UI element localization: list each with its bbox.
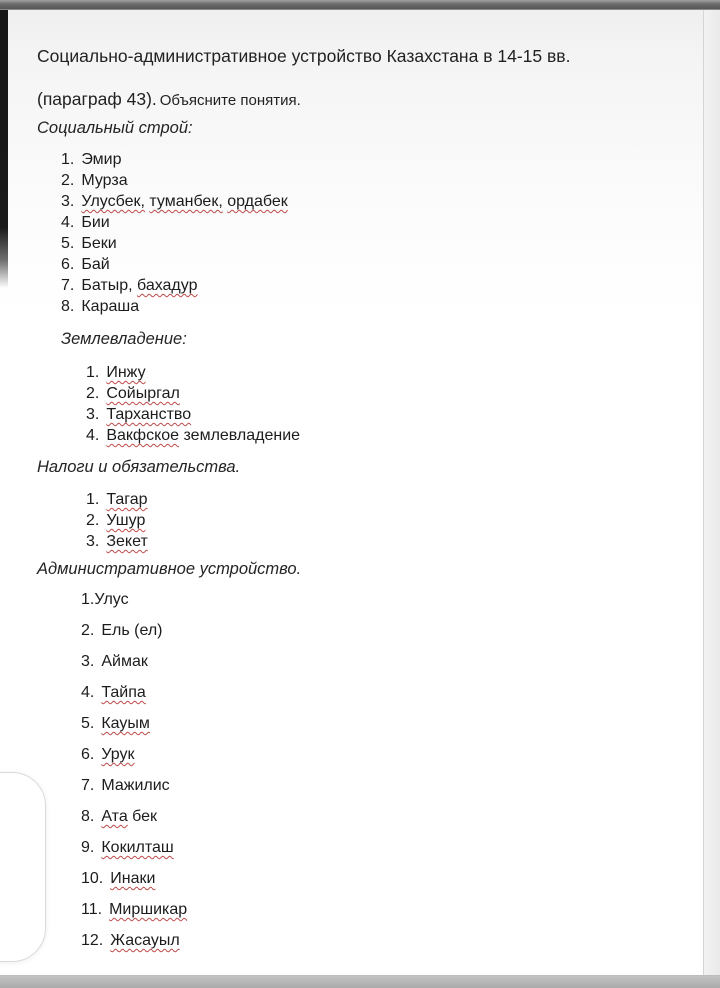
list-item-number: 1.	[86, 364, 100, 381]
text-run: Ель (ел)	[101, 622, 163, 639]
list-item-number: 4.	[61, 214, 75, 231]
list-item	[86, 531, 696, 552]
list-item-text	[110, 932, 179, 949]
section-heading: Социальный строй:	[37, 119, 193, 137]
list-item-text	[106, 533, 147, 550]
text-run: Бии	[81, 214, 110, 231]
document-section	[37, 457, 696, 552]
list-item	[81, 837, 696, 858]
section-list	[86, 362, 696, 446]
list-item	[61, 233, 696, 254]
list-item-text	[101, 653, 148, 670]
misspelled-word: Жасауыл	[110, 932, 180, 949]
list-item	[86, 362, 696, 383]
list-item	[81, 713, 696, 734]
page-right-margin-rail	[703, 10, 720, 976]
list-item-text	[106, 364, 145, 381]
document-title: Социально-административное устройство Казахстана в 14-15 вв.	[37, 46, 571, 66]
list-item-text	[81, 298, 139, 315]
misspelled-word: Ушур	[106, 512, 146, 529]
misspelled-word: Ата	[101, 808, 128, 825]
photo-left-dark-edge	[0, 10, 8, 288]
section-heading: Землевладение:	[61, 330, 187, 348]
list-item-number: 6.	[81, 746, 95, 763]
list-item	[86, 425, 696, 446]
task-instruction: Объясните понятия.	[159, 92, 301, 109]
list-item-number: 3.	[61, 193, 75, 210]
list-item-number: 3.	[86, 533, 100, 550]
list-item	[86, 383, 696, 404]
misspelled-word: Тайпа	[101, 684, 146, 701]
list-item	[61, 191, 696, 212]
list-item-number: 2.	[61, 172, 75, 189]
misspelled-word: Инжу	[106, 364, 146, 381]
list-item-text	[81, 277, 197, 294]
overlapping-card-corner	[0, 772, 46, 962]
list-item	[61, 170, 696, 191]
misspelled-word: Вакфское	[106, 427, 180, 444]
list-item-number: 3.	[81, 653, 95, 670]
sections-container	[37, 118, 696, 951]
list-item-number: 2.	[86, 512, 100, 529]
list-item-text	[81, 151, 121, 168]
list-item	[81, 682, 696, 703]
list-item-text	[101, 684, 145, 701]
top-dark-bar	[0, 0, 720, 10]
list-item-number: 1.	[86, 491, 100, 508]
list-item-text	[81, 235, 116, 252]
list-item	[81, 775, 696, 796]
misspelled-word: бахадур	[137, 277, 198, 294]
list-item-number: 5.	[81, 715, 95, 732]
list-item	[61, 149, 696, 170]
misspelled-word: Сойыргал	[106, 385, 180, 402]
text-run: Аймак	[101, 653, 148, 670]
list-item	[81, 744, 696, 765]
misspelled-word: Тарханство	[106, 406, 192, 423]
section-heading: Административное устройство.	[37, 560, 302, 578]
list-item	[81, 899, 696, 920]
list-item-number: 1.	[81, 591, 95, 608]
list-item	[86, 510, 696, 531]
list-item-text	[101, 715, 150, 732]
text-run: Улус	[94, 591, 129, 608]
list-item-number: 7.	[81, 777, 95, 794]
list-item-text	[109, 901, 187, 918]
list-item-text	[94, 591, 128, 608]
document-section	[37, 118, 696, 317]
list-item-number: 8.	[61, 298, 75, 315]
list-item-number: 12.	[81, 932, 104, 949]
text-run: Мажилис	[101, 777, 170, 794]
misspelled-word: Миршикар	[109, 901, 188, 918]
list-item-number: 3.	[86, 406, 100, 423]
document-subtitle	[37, 88, 696, 112]
text-run: Батыр,	[81, 277, 138, 294]
list-item-text	[110, 870, 155, 887]
list-item-number: 6.	[61, 256, 75, 273]
list-item	[81, 868, 696, 889]
list-item	[86, 404, 696, 425]
list-item-text	[101, 622, 162, 639]
section-heading: Налоги и обязательства.	[37, 458, 241, 476]
text-run: землевладение	[179, 427, 301, 444]
misspelled-word: ордабек	[227, 193, 288, 210]
misspelled-word: Урук	[101, 746, 135, 763]
text-run: Мурза	[81, 172, 128, 189]
list-item	[61, 275, 696, 296]
list-item	[81, 651, 696, 672]
list-item-text	[106, 427, 300, 444]
list-item-text	[101, 808, 157, 825]
misspelled-word: Улусбек,	[81, 193, 145, 210]
misspelled-word: Кокилташ	[101, 839, 174, 856]
text-run: бек	[127, 808, 158, 825]
list-item-text	[101, 777, 169, 794]
text-run: Караша	[81, 298, 140, 315]
list-item-number: 2.	[86, 385, 100, 402]
list-item-number: 10.	[81, 870, 104, 887]
list-item-number: 11.	[81, 901, 103, 918]
misspelled-word: туманбек,	[149, 193, 223, 210]
paragraph-reference: (параграф 43).	[37, 89, 157, 109]
list-item	[81, 620, 696, 641]
list-item	[61, 212, 696, 233]
document-section	[37, 559, 696, 951]
list-item-number: 5.	[61, 235, 75, 252]
document-content	[37, 0, 696, 951]
bottom-gray-bar	[0, 975, 720, 988]
list-item-number: 4.	[81, 684, 95, 701]
section-list	[81, 589, 696, 951]
list-item-number: 7.	[61, 277, 75, 294]
list-item-text	[81, 193, 287, 210]
list-item	[61, 254, 696, 275]
list-item	[81, 930, 696, 951]
list-item	[61, 296, 696, 317]
list-item-text	[101, 746, 134, 763]
section-list	[61, 149, 696, 317]
list-item-number: 9.	[81, 839, 95, 856]
list-item	[81, 806, 696, 827]
list-item-text	[106, 385, 180, 402]
misspelled-word: Зекет	[106, 533, 148, 550]
list-item-number: 8.	[81, 808, 95, 825]
list-item-text	[106, 491, 147, 508]
misspelled-word: Инаки	[110, 870, 156, 887]
list-item-text	[81, 172, 127, 189]
list-item-text	[81, 214, 109, 231]
list-item-number: 4.	[86, 427, 100, 444]
text-run: Беки	[81, 235, 117, 252]
misspelled-word: Тагар	[106, 491, 148, 508]
list-item-text	[106, 512, 145, 529]
list-item-text	[106, 406, 191, 423]
text-run: Бай	[81, 256, 110, 273]
list-item-number: 2.	[81, 622, 95, 639]
list-item-number: 1.	[61, 151, 75, 168]
section-list	[86, 489, 696, 552]
list-item	[81, 589, 696, 610]
document-section	[37, 329, 696, 446]
misspelled-word: Кауым	[101, 715, 150, 732]
list-item	[86, 489, 696, 510]
list-item-text	[81, 256, 109, 273]
text-run: Эмир	[81, 151, 122, 168]
list-item-text	[101, 839, 173, 856]
